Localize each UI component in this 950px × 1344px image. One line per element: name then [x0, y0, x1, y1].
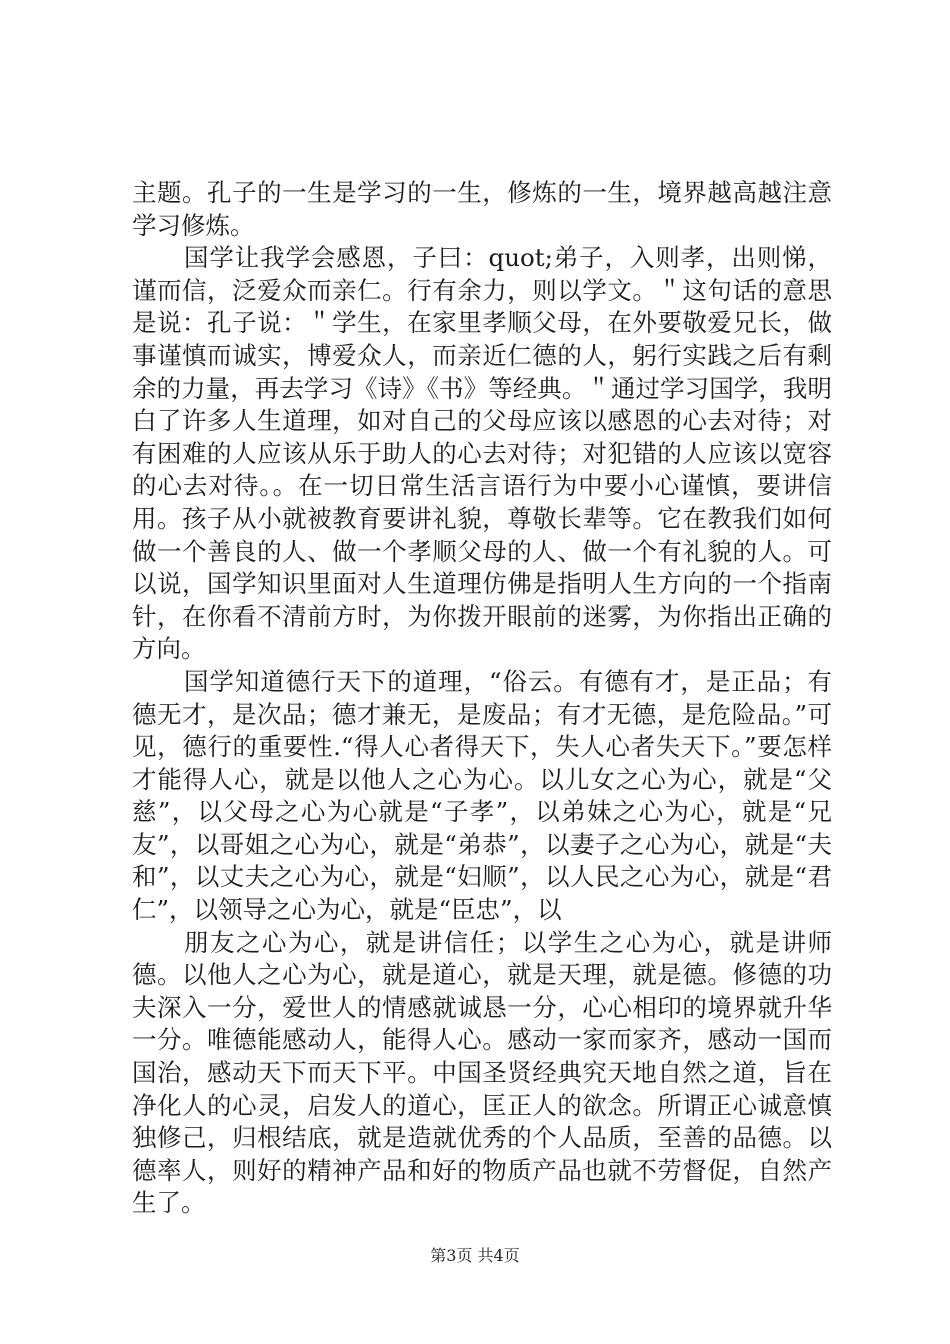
page-number-footer: 第3页 共4页 [430, 1246, 520, 1265]
paragraph-3: 国学知道德行天下的道理，“俗云。有德有才，是正品；有德无才，是次品；德才兼无，是废品；有才无德，是危险品。”可见，德行的重要性.“得人心者得天下，失人心者失天下。”要怎样才能得人心，就是以他人之心为心。以儿女之心为心，就是“父慈”，以父母之心为心就是“子孝”，以弟妹之心为心，就是“兄友”，以哥姐之心为心，就是“弟恭”，以妻子之心为心，就是“夫和”，以丈夫之心为心，就是“妇顺”，以人民之心为心，就是“君仁”，以领导之心为心，就是“臣忠”，以 [132, 666, 832, 925]
paragraph-4: 朋友之心为心，就是讲信任；以学生之心为心，就是讲师德。以他人之心为心，就是道心，就是天理，就是德。修德的功夫深入一分，爱世人的情感就诚恳一分，心心相印的境界就升华一分。唯德能感动人，能得人心。感动一家而家齐，感动一国而国治，感动天下而天下平。中国圣贤经典究天地自然之道，旨在净化人的心灵，启发人的道心，匡正人的欲念。所谓正心诚意慎独修己，归根结底，就是造就优秀的个人品质，至善的品德。以德率人，则好的精神产品和好的物质产品也就不劳督促，自然产生了。 [132, 927, 832, 1218]
document-body [132, 177, 832, 1220]
paragraph-2: 国学让我学会感恩，子曰：quot;弟子，入则孝，出则悌，谨而信，泛爱众而亲仁。行有余力，则以学文。＂这句话的意思是说：孔子说：＂学生，在家里孝顺父母，在外要敬爱兄长，做事谨慎而诚实，博爱众人，而亲近仁德的人，躬行实践之后有剩余的力量，再去学习《诗》《书》等经典。＂通过学习国学，我明白了许多人生道理，如对自己的父母应该以感恩的心去对待；对有困难的人应该从乐于助人的心去对待；对犯错的人应该以宽容的心去对待。。在一切日常生活言语行为中要小心谨慎，要讲信用。孩子从小就被教育要讲礼貌，尊敬长辈等。它在教我们如何做一个善良的人、做一个孝顺父母的人、做一个有礼貌的人。可以说，国学知识里面对人生道理仿佛是指明人生方向的一个指南针，在你看不清前方时，为你拨开眼前的迷雾，为你指出正确的方向。 [132, 243, 832, 664]
paragraph-1: 主题。孔子的一生是学习的一生，修炼的一生，境界越高越注意学习修炼。 [132, 178, 832, 240]
